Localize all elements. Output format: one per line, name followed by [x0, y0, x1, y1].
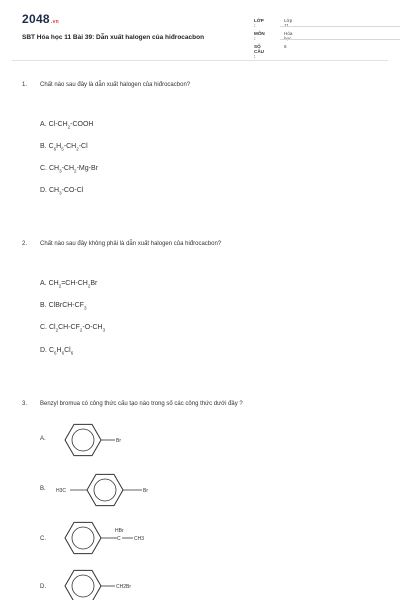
option-2d[interactable]: D. $C_6H_6Cl_6$	[40, 347, 74, 356]
benzene-ring-circle	[72, 429, 94, 451]
option-2b[interactable]: B. ClBrCH-$CF_3$	[40, 302, 87, 311]
option-1c[interactable]: C. $CH_3-CH_2-Mg-Br$	[40, 165, 98, 174]
option-1b[interactable]: B. $C_6H_5-CH_2-Cl$	[40, 143, 88, 152]
option-1a[interactable]: A. $Cl-CH_2$-COOH	[40, 121, 94, 130]
option-2c[interactable]: C. $Cl_2CH-CF_2-O-CH_3$	[40, 324, 106, 333]
option-1d[interactable]: D. $CH_3-CO-Cl$	[40, 187, 84, 196]
benzene-ring-circle	[94, 479, 116, 501]
option-3b-label[interactable]: B.	[40, 486, 46, 492]
option-3a-structure[interactable]	[55, 420, 145, 460]
substituent-top-label: HBr	[115, 528, 124, 534]
carbon-label: C	[117, 536, 121, 542]
option-3c-label[interactable]: C.	[40, 536, 46, 542]
substituent-label: Br	[143, 488, 148, 494]
option-3a-label[interactable]: A.	[40, 436, 46, 442]
question-text: Chất nào sau đây là dẫn xuất halogen của hiđrocacbon?	[40, 82, 191, 88]
site-logo[interactable]: 2048.vn	[22, 12, 60, 26]
substituent-label: CH2Br	[116, 584, 132, 590]
substituent-label: CH3	[134, 536, 145, 542]
substituent-label: H3C	[56, 488, 67, 494]
option-3c-structure[interactable]	[55, 518, 165, 558]
substituent-label: Br	[116, 438, 121, 444]
question-number: 2.	[22, 241, 28, 247]
option-2a[interactable]: A. $CH_2=CH-CH_2Br$	[40, 280, 98, 289]
option-3d-structure[interactable]	[55, 566, 165, 600]
question-number: 1.	[22, 82, 28, 88]
option-3d-label[interactable]: D.	[40, 584, 46, 590]
question-text: Benzyl bromua có công thức cấu tạo nào trong số các công thức dưới đây ?	[40, 401, 243, 407]
document-header: 2048.vn SBT Hóa học 11 Bài 39: Dẫn xuất halogen của hiđrocacbon LỚP : Lớp 11 MÔN : Hóa học SỐ CÂU : 6	[0, 0, 400, 70]
question-text: Chất nào sau đây không phải là dẫn xuất halogen của hiđrocacbon?	[40, 241, 222, 247]
benzene-ring-circle	[72, 575, 94, 597]
question-number: 3.	[22, 401, 28, 407]
option-3b-structure[interactable]	[52, 470, 162, 510]
document-title: SBT Hóa học 11 Bài 39: Dẫn xuất halogen của hiđrocacbon	[22, 34, 205, 41]
benzene-ring-circle	[72, 527, 94, 549]
header-divider	[12, 60, 388, 61]
